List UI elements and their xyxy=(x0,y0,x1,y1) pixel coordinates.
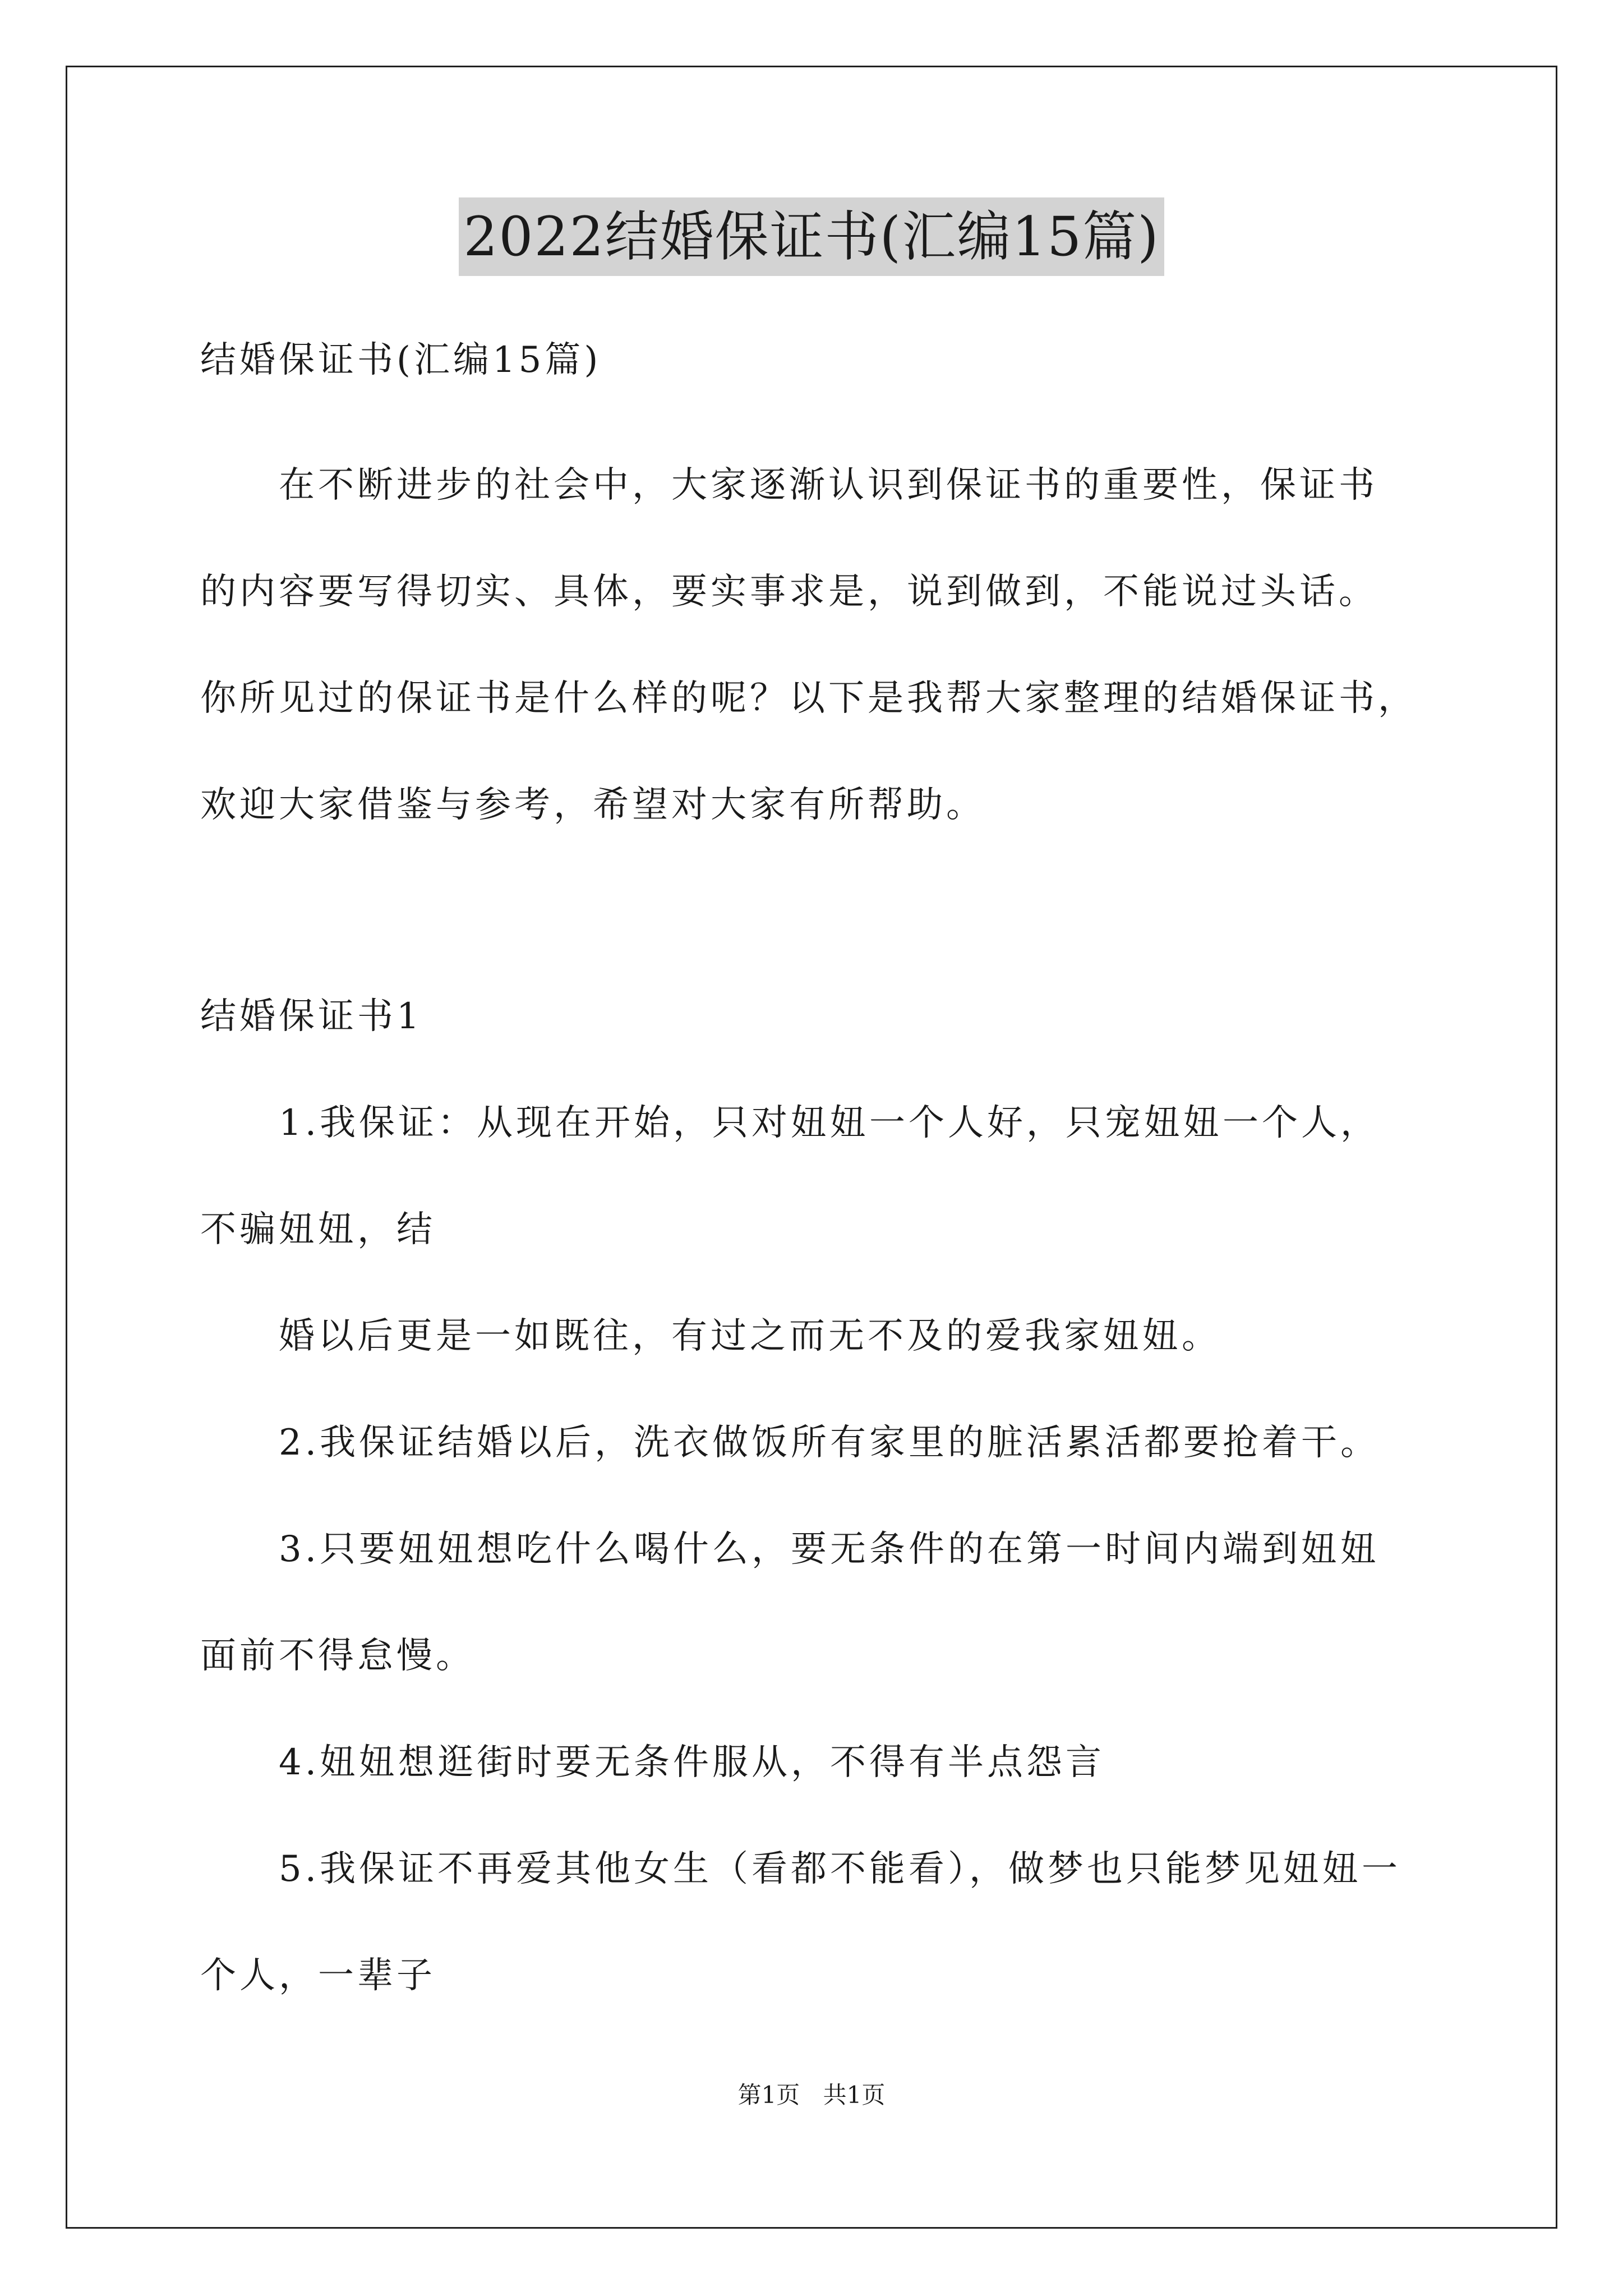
body-line-6: 面前不得怠慢。 xyxy=(200,1635,475,1677)
section-heading: 结婚保证书1 xyxy=(200,996,423,1037)
intro-line-1: 在不断进步的社会中，大家逐渐认识到保证书的重要性，保证书 xyxy=(279,464,1378,506)
body-line-8: 5.我保证不再爱其他女生（看都不能看），做梦也只能梦见妞妞一 xyxy=(279,1848,1401,1890)
page-current-label: 第1页 xyxy=(737,2081,800,2109)
body-line-9: 个人，一辈子 xyxy=(200,1955,436,1996)
intro-line-3: 你所见过的保证书是什么样的呢？以下是我帮大家整理的结婚保证书， xyxy=(200,678,1417,719)
intro-line-4: 欢迎大家借鉴与参考，希望对大家有所帮助。 xyxy=(200,784,985,826)
body-line-5: 3.只要妞妞想吃什么喝什么，要无条件的在第一时间内端到妞妞 xyxy=(279,1529,1380,1570)
body-line-3: 婚以后更是一如既往，有过之而无不及的爱我家妞妞。 xyxy=(279,1315,1221,1357)
intro-line-2: 的内容要写得切实、具体，要实事求是，说到做到，不能说过头话。 xyxy=(200,571,1378,613)
document-title: 2022结婚保证书(汇编15篇) xyxy=(459,197,1164,276)
document-subtitle: 结婚保证书(汇编15篇) xyxy=(200,339,602,381)
body-line-2: 不骗妞妞，结 xyxy=(200,1209,436,1250)
title-container xyxy=(0,197,1623,276)
body-line-4: 2.我保证结婚以后，洗衣做饭所有家里的脏活累活都要抢着干。 xyxy=(279,1422,1380,1464)
body-line-1: 1.我保证：从现在开始，只对妞妞一个人好，只宠妞妞一个人， xyxy=(279,1102,1380,1144)
body-line-7: 4.妞妞想逛街时要无条件服从，不得有半点怨言 xyxy=(279,1742,1105,1783)
page-total-label: 共1页 xyxy=(823,2081,886,2109)
page-footer xyxy=(0,2078,1623,2112)
